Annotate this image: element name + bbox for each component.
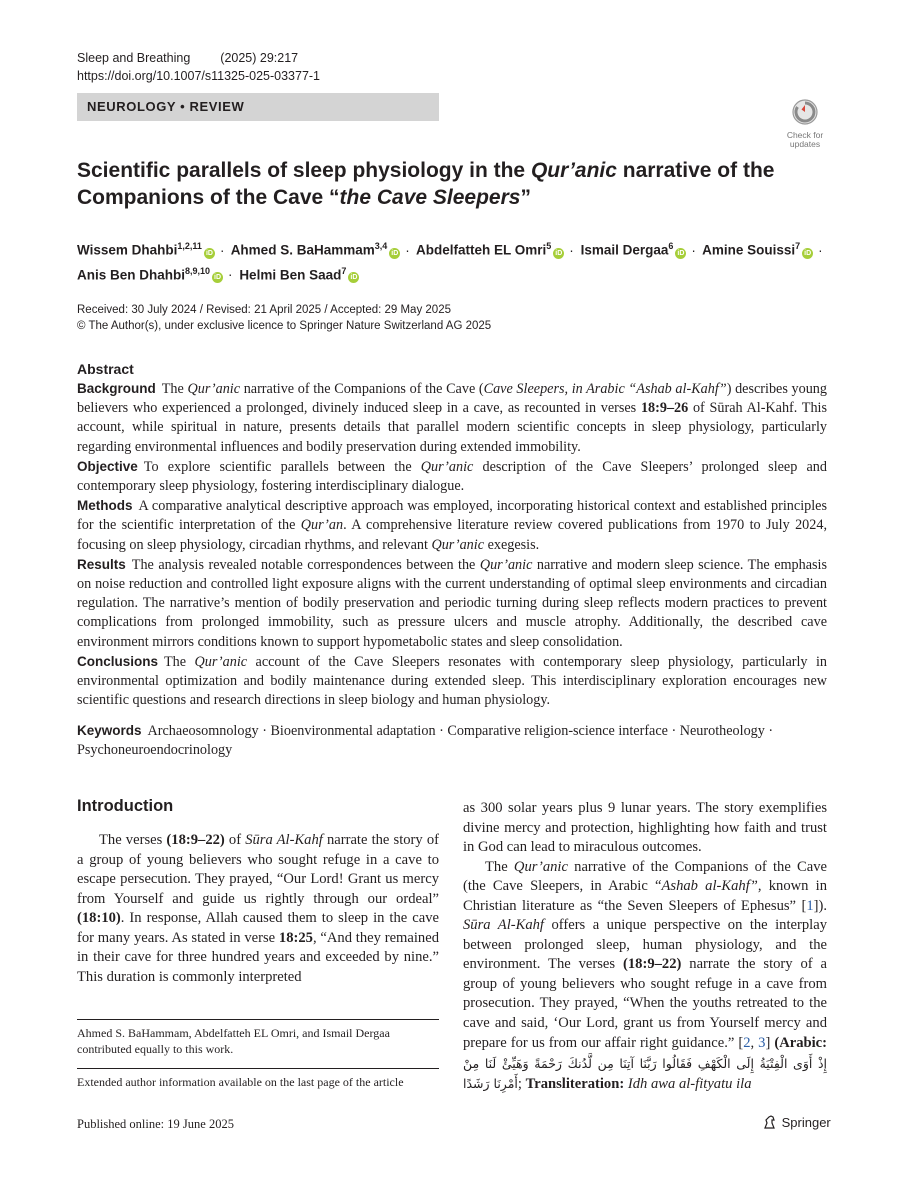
author-affiliation: 1,2,11 bbox=[177, 241, 202, 251]
verse-ref: (18:9–22) bbox=[166, 832, 225, 848]
transliteration-text: Idh awa al-fityatu ila bbox=[624, 1076, 752, 1092]
left-column bbox=[77, 796, 439, 987]
italic-text: Qur’anic bbox=[187, 381, 241, 397]
journal-header bbox=[77, 49, 328, 85]
text: narrate the story of a group of young believers who sought refuge in a cave to escape persecution. They prayed, “Our Lord! Grant us mercy from Yourself and guide us rightly through our ordeal” bbox=[77, 832, 439, 907]
italic-text: Qur’an bbox=[300, 517, 344, 534]
title-italic: the Cave Sleepers bbox=[339, 186, 521, 209]
verse-ref: (18:9–22) bbox=[623, 956, 682, 972]
doi-link[interactable]: https://doi.org/10.1007/s11325-025-03377-1 bbox=[77, 69, 321, 83]
text: , bbox=[750, 1035, 759, 1051]
author-name[interactable]: Ahmed S. BaHammam bbox=[230, 242, 375, 258]
article-history bbox=[77, 302, 491, 334]
section-label: Objective bbox=[77, 458, 138, 474]
text: account of the Cave Sleepers resonates with contemporary sleep physiology, particularly in environmental optimization and bodily maintenance during extended sleep. This interdisciplinary exploration encourages new scientific questions and research directions in sleep biology and human physiology. bbox=[77, 653, 827, 709]
verse-ref: 18:9–26 bbox=[640, 400, 689, 417]
author-affiliation: 8,9,10 bbox=[185, 265, 211, 276]
check-updates-icon bbox=[792, 99, 818, 125]
check-for-updates-button[interactable] bbox=[781, 99, 829, 147]
author-name[interactable]: Ismail Dergaa bbox=[580, 242, 669, 258]
arabic-verse: إِذْ أَوَى الْفِتْيَةُ إِلَى الْكَهْفِ فَقَالُوا رَبَّنَا آتِنَا مِن لَّدُنكَ رَحْمَةً وَهَيِّئْ لَنَا مِنْ أَمْرِنَا رَشَدًا bbox=[463, 1055, 827, 1091]
italic-text: Qur’anic bbox=[513, 858, 568, 875]
italic-text: Cave Sleepers, in Arabic “Ashab al-Kahf” bbox=[483, 381, 727, 397]
abstract-methods bbox=[77, 496, 827, 555]
footnote-divider bbox=[77, 1019, 439, 1020]
verse-ref: (18:10) bbox=[77, 910, 121, 926]
history-dates: Received: 30 July 2024 / Revised: 21 April 2025 / Accepted: 29 May 2025 bbox=[77, 304, 451, 316]
keywords-text: Archaeosomnology · Bioenvironmental adaptation · Comparative religion-science interface · Neurotheology · Psychoneuroendocrinology bbox=[77, 723, 774, 759]
citation-link[interactable]: 3 bbox=[758, 1035, 766, 1051]
author-name[interactable]: Amine Souissi bbox=[702, 242, 796, 258]
text: offers a unique perspective on the interplay between prolonged sleep, human physiology, and the environment. The verses bbox=[463, 917, 828, 972]
text: , “And they remained in their cave for three hundred years and exceeded by nine.” This duration is commonly interpreted bbox=[77, 929, 439, 985]
intro-paragraph-continued: as 300 solar years plus 9 lunar years. The story exemplifies divine mercy and protection, highlighting how faith and trust in God can lead to miraculous outcomes. bbox=[463, 800, 827, 855]
orcid-icon[interactable]: iD bbox=[804, 249, 812, 257]
text: of Sūrah Al-Kahf. This account, while spiritual in nature, presents details that parallel modern scientific concepts in sleep physiology, particularly regarding environmental influences and bodily preservation during extended immobility. bbox=[77, 400, 828, 455]
author-name[interactable]: Abdelfatteh EL Omri bbox=[416, 242, 547, 258]
check-updates-line2: updates bbox=[789, 139, 821, 149]
contribution-footnote: Ahmed S. BaHammam, Abdelfatteh EL Omri, and Ismail Dergaa contributed equally to this work. bbox=[77, 1026, 390, 1056]
italic-text: Qur’anic bbox=[431, 536, 485, 553]
section-label: Background bbox=[77, 381, 156, 396]
orcid-icon[interactable]: iD bbox=[555, 249, 563, 257]
text: The bbox=[485, 858, 514, 875]
section-label: Methods bbox=[77, 498, 133, 514]
author-affiliation: 7 bbox=[795, 241, 801, 251]
intro-paragraph bbox=[77, 831, 439, 987]
italic-text: Qur’anic bbox=[194, 653, 248, 670]
abstract-objective bbox=[77, 457, 827, 496]
publisher-logo bbox=[762, 1114, 831, 1130]
text: exegesis. bbox=[484, 536, 540, 553]
introduction-heading: Introduction bbox=[77, 797, 174, 815]
italic-text: Sūra Al-Kahf bbox=[245, 832, 323, 848]
title-text: ” bbox=[520, 186, 531, 209]
text: narrative of the Companions of the Cave (the Cave Sleepers, in Arabic “ bbox=[463, 858, 827, 894]
title-text: narrative of the Companions of the Cave “ bbox=[77, 159, 775, 209]
orcid-icon[interactable]: iD bbox=[677, 249, 685, 257]
section-label: Results bbox=[77, 556, 126, 572]
intro-paragraph bbox=[463, 858, 827, 1095]
keywords bbox=[77, 721, 827, 760]
text: narrative of the Companions of the Cave ( bbox=[240, 381, 484, 397]
publisher-name: Springer bbox=[781, 1115, 831, 1130]
author-affiliation: 5 bbox=[546, 241, 552, 251]
abstract-heading: Abstract bbox=[77, 361, 134, 377]
italic-text: Qur’anic bbox=[420, 458, 474, 475]
italic-text: Sūra Al-Kahf bbox=[463, 917, 544, 933]
text: ) describes young believers who experienced a prolonged, divinely induced sleep in a cave, as recounted in verses bbox=[77, 381, 827, 417]
keywords-label: Keywords bbox=[77, 723, 142, 738]
text: . A comprehensive literature review covered publications from 1970 to July 2024, focusing on sleep physiology, circadian rhythms, and relevant bbox=[77, 517, 827, 553]
text: ] bbox=[765, 1035, 775, 1051]
article-title bbox=[77, 157, 817, 211]
text: narrate the story of a group of young believers who sought refuge in a cave from prosecution. They prayed, “When the youths retreated to the cave and said, ‘Our Lord, grant us from Yourself mercy and prepare for us from our affair right guidance.” [ bbox=[463, 956, 828, 1051]
transliteration-label: Transliteration: bbox=[525, 1076, 625, 1092]
author-name[interactable]: Wissem Dhahbi bbox=[77, 242, 178, 258]
orcid-icon[interactable]: iD bbox=[214, 274, 222, 281]
author-affiliation: 7 bbox=[341, 265, 347, 276]
text: . In response, Allah caused them to sleep in the cave for many years. As stated in verse bbox=[77, 910, 439, 946]
citation-link[interactable]: 2 bbox=[743, 1035, 751, 1051]
author-affiliation: 3,4 bbox=[374, 241, 388, 251]
article-type-badge: NEUROLOGY • REVIEW bbox=[77, 93, 439, 121]
abstract bbox=[77, 360, 827, 710]
abstract-results bbox=[77, 555, 827, 652]
text: of bbox=[224, 832, 246, 848]
italic-text: Qur’anic bbox=[479, 556, 533, 573]
title-italic: Qur’anic bbox=[530, 159, 617, 182]
text: ]). bbox=[813, 897, 827, 914]
text: The verses bbox=[99, 832, 167, 848]
text: , known in Christian literature as “the Seven Sleepers of Ephesus” [ bbox=[463, 878, 828, 914]
right-column bbox=[463, 799, 827, 1095]
verse-ref: 18:25 bbox=[278, 929, 313, 946]
text: description of the Cave Sleepers’ prolonged sleep and contemporary sleep physiology, fostering interdisciplinary dialogue. bbox=[77, 458, 827, 495]
text: ; bbox=[517, 1076, 526, 1092]
springer-horse-icon bbox=[762, 1114, 778, 1130]
footnote-divider bbox=[77, 1068, 439, 1069]
check-updates-line1: Check for bbox=[786, 130, 824, 140]
extended-info-footnote: Extended author information available on the last page of the article bbox=[77, 1075, 404, 1089]
journal-citation: (2025) 29:217 bbox=[220, 51, 299, 65]
orcid-icon[interactable]: iD bbox=[205, 249, 213, 257]
text: narrative and modern sleep science. The emphasis on noise reduction and controlled light exposure aligns with the current understanding of optimal sleep environments and circadian regulation. The narrative’s mention of bodily preservation and periodic turning during sleep reflects modern practices to prevent complications from prolonged immobility, such as pressure ulcers and muscle atrophy. Additionally, the described cave environment mirrors conditions known to support hypometabolic states and sleep consolidation. bbox=[77, 556, 827, 650]
text: The bbox=[164, 653, 195, 670]
author-name[interactable]: Helmi Ben Saad bbox=[239, 267, 342, 282]
author-affiliation: 6 bbox=[668, 241, 674, 251]
published-date: Published online: 19 June 2025 bbox=[77, 1117, 234, 1131]
author-list: Wissem Dhahbi$^{1,2,11}$iD · Ahmed S. BaHammam$^{3,4}$iD · Abdelfatteh EL Omri$^5$iD · Ismail Dergaa$^6$iD · Amine Souissi$^7$iD · Anis Ben Dhahbi$^{8,9,10}$iD · Helmi Ben Saad$^7$iD bbox=[77, 241, 823, 282]
citation-link[interactable]: 1 bbox=[806, 897, 814, 914]
orcid-icon[interactable]: iD bbox=[350, 274, 358, 281]
text: The analysis revealed notable correspondences between the bbox=[131, 556, 480, 573]
journal-name: Sleep and Breathing bbox=[77, 51, 191, 65]
abstract-conclusions bbox=[77, 652, 827, 711]
copyright-line: © The Author(s), under exclusive licence to Springer Nature Switzerland AG 2025 bbox=[77, 320, 492, 332]
italic-text: Ashab al-Kahf” bbox=[661, 878, 758, 894]
text: A comparative analytical descriptive approach was employed, incorporating historical context and established principles for the scientific interpretation of the bbox=[77, 498, 827, 534]
section-label: Conclusions bbox=[77, 653, 159, 669]
arabic-label: (Arabic: bbox=[774, 1035, 828, 1051]
author-name[interactable]: Anis Ben Dhahbi bbox=[77, 267, 186, 282]
abstract-background bbox=[77, 379, 827, 457]
orcid-icon[interactable]: iD bbox=[391, 249, 399, 257]
text: The bbox=[161, 381, 188, 397]
title-text: Scientific parallels of sleep physiology in the bbox=[77, 159, 531, 182]
text: To explore scientific parallels between the bbox=[143, 458, 421, 475]
